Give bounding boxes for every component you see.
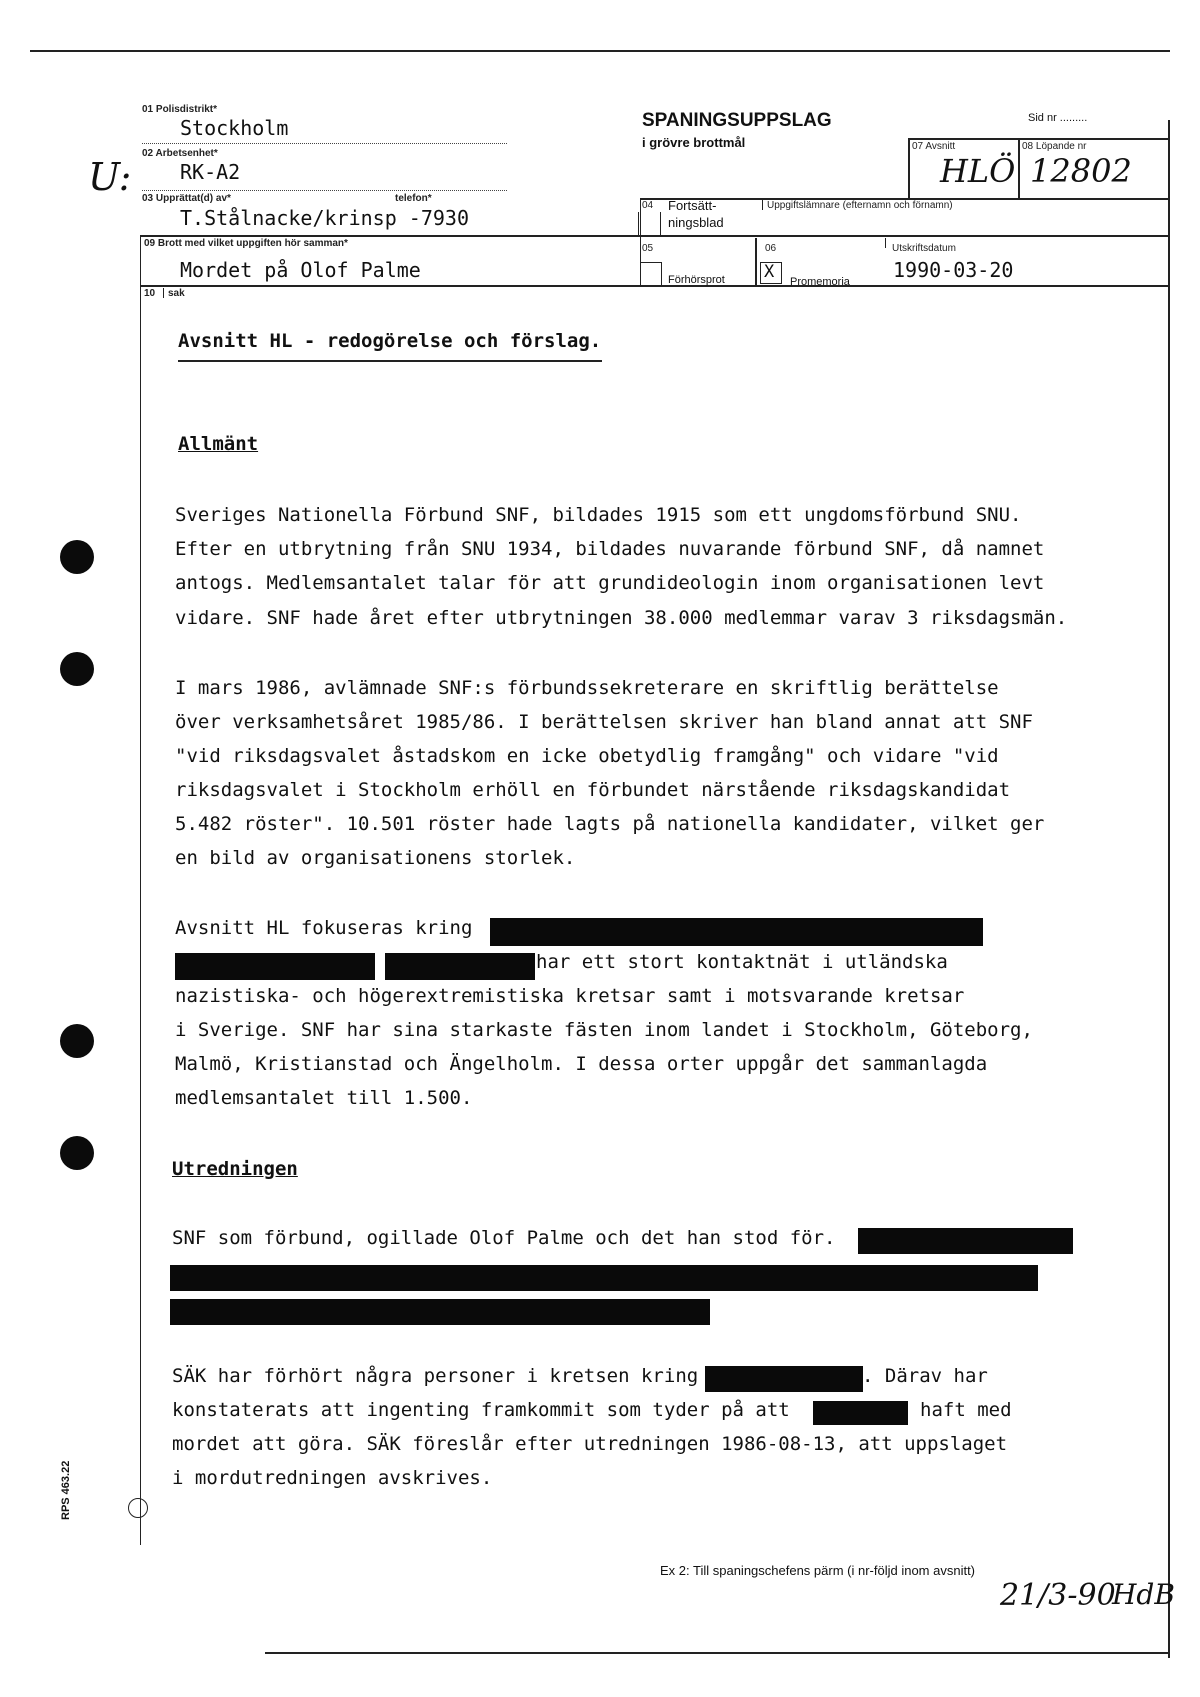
- field-03-rule: [140, 235, 1170, 237]
- uppgift-label: Uppgiftslämnare (efternamn och förnamn): [767, 200, 953, 211]
- field-04-num: 04: [642, 200, 654, 211]
- field-04-label-2: ningsblad: [668, 215, 724, 230]
- circle-mark: [128, 1498, 148, 1518]
- paragraph-3-line-5: Malmö, Kristianstad och Ängelholm. I dessa orter uppgår det sammanlagda: [175, 1053, 988, 1075]
- redaction-5: [170, 1265, 1038, 1291]
- field-08-label: 08 Löpande nr: [1022, 141, 1087, 152]
- form-title: SPANINGSUPPSLAG: [642, 110, 832, 131]
- footer-note: Ex 2: Till spaningschefens pärm (i nr-följd inom avsnitt): [660, 1563, 976, 1578]
- signature: HdB: [1112, 1578, 1175, 1611]
- redaction-6: [170, 1299, 710, 1325]
- paragraph-3-line-2-rest: har ett stort kontaktnät i utländska: [536, 951, 948, 973]
- paragraph-2-line-3: "vid riksdagsvalet åstadskom en icke obetydlig framgång" och vidare "vid: [175, 745, 999, 767]
- right-border: [1168, 120, 1170, 1658]
- field-05-num: 05: [642, 243, 654, 254]
- paragraph-5-line-4: i mordutredningen avskrives.: [172, 1467, 493, 1489]
- field-09-label: 09 Brott med vilket uppgiften hör samman*: [144, 238, 348, 249]
- box-07-left: [908, 138, 910, 198]
- uppgift-divider: [762, 198, 763, 210]
- punch-hole-4: [60, 1136, 94, 1170]
- punch-hole-1: [60, 540, 94, 574]
- document-title: Avsnitt HL - redogörelse och förslag.: [178, 330, 602, 352]
- field-04-label-1: Fortsätt-: [668, 198, 717, 213]
- redaction-8: [813, 1401, 908, 1425]
- heading-allmant: Allmänt: [178, 433, 259, 455]
- field-02-label: 02 Arbetsenhet*: [142, 148, 218, 159]
- redaction-7: [705, 1366, 863, 1392]
- document-title-underline: [178, 360, 602, 362]
- paragraph-4-start: SNF som förbund, ogillade Olof Palme och det han stod för.: [172, 1227, 836, 1249]
- side-code: RPS 463.22: [60, 1460, 72, 1520]
- box-07-top: [908, 138, 1170, 140]
- punch-hole-3: [60, 1024, 94, 1058]
- paragraph-2-line-5: 5.482 röster". 10.501 röster hade lagts på nationella kandidater, vilket ger: [175, 813, 1045, 835]
- paragraph-2-line-6: en bild av organisationens storlek.: [175, 847, 576, 869]
- paragraph-3-line-4: i Sverige. SNF har sina starkaste fästen inom landet i Stockholm, Göteborg,: [175, 1019, 1033, 1041]
- heading-utredningen: Utredningen: [172, 1158, 298, 1180]
- field-03-label: 03 Upprättat(d) av*: [142, 193, 231, 204]
- field-06-num: 06: [765, 243, 777, 254]
- paragraph-5-line-1b: . Därav har: [862, 1365, 988, 1387]
- field-01-label: 01 Polisdistrikt*: [142, 104, 218, 115]
- redaction-3: [385, 953, 535, 980]
- redaction-1: [490, 918, 983, 946]
- field-05-label: Förhörsprot: [668, 274, 725, 286]
- field-06-check: X: [764, 262, 775, 282]
- margin-mark: U:: [88, 155, 132, 199]
- paragraph-1-line-4: vidare. SNF hade året efter utbrytningen 38.000 medlemmar varav 3 riksdagsmän.: [175, 607, 1068, 629]
- paragraph-5-line-2a: konstaterats att ingenting framkommit som tyder på att: [172, 1399, 790, 1421]
- paragraph-3-line-3: nazistiska- och högerextremistiska kretsar samt i motsvarande kretsar: [175, 985, 965, 1007]
- paragraph-3-start: Avsnitt HL fokuseras kring: [175, 917, 473, 939]
- redaction-2: [175, 953, 375, 980]
- paragraph-1-line-3: antogs. Medlemsantalet talar för att grundideologin inom organisationen levt: [175, 572, 1045, 594]
- field-08-value: 12802: [1030, 152, 1132, 190]
- field-01-rule: [142, 143, 507, 144]
- field-04-checkbox[interactable]: [638, 212, 661, 235]
- sid-label: Sid nr .........: [1028, 112, 1088, 124]
- paragraph-5-line-1a: SÄK har förhört några personer i kretsen kring: [172, 1365, 699, 1387]
- field-10-divider: [163, 288, 164, 298]
- paragraph-3-line-6: medlemsantalet till 1.500.: [175, 1087, 473, 1109]
- handwritten-date: 21/3-90: [1000, 1578, 1116, 1613]
- field-07-label: 07 Avsnitt: [912, 141, 956, 152]
- field-09-value: Mordet på Olof Palme: [180, 258, 421, 282]
- field-01-value: Stockholm: [180, 116, 289, 140]
- box-07-divider: [1018, 138, 1020, 198]
- field-10-sak: sak: [168, 288, 185, 299]
- field-05-checkbox[interactable]: [640, 262, 662, 286]
- punch-hole-2: [60, 652, 94, 686]
- paragraph-2-line-2: över verksamhetsåret 1985/86. I berättelsen skriver han bland annat att SNF: [175, 711, 1033, 733]
- col-05-divider: [755, 238, 757, 286]
- form-subtitle: i grövre brottmål: [642, 135, 746, 150]
- field-02-value: RK-A2: [180, 160, 241, 184]
- bottom-border: [265, 1652, 1170, 1654]
- redaction-4: [858, 1228, 1073, 1254]
- paragraph-2-line-1: I mars 1986, avlämnade SNF:s förbundssekreterare en skriftlig berättelse: [175, 677, 999, 699]
- utskrift-label: Utskriftsdatum: [892, 243, 956, 254]
- utskrift-value: 1990-03-20: [893, 258, 1014, 282]
- paragraph-5-line-3: mordet att göra. SÄK föreslår efter utredningen 1986-08-13, att uppslaget: [172, 1433, 1008, 1455]
- paragraph-1-line-1: Sveriges Nationella Förbund SNF, bildades 1915 som ett ungdomsförbund SNU.: [175, 504, 1022, 526]
- col-06-divider: [885, 238, 886, 248]
- field-03-value: T.Stålnacke/krinsp -7930: [180, 206, 469, 230]
- left-border: [140, 235, 141, 1545]
- field-06-label: Promemoria: [790, 276, 850, 288]
- paragraph-5-line-2b: haft med: [920, 1399, 1012, 1421]
- paragraph-1-line-2: Efter en utbrytning från SNU 1934, bildades nuvarande förbund SNF, då namnet: [175, 538, 1045, 560]
- field-02-rule: [142, 190, 507, 191]
- top-border: [30, 50, 1170, 52]
- field-03-phone-label: telefon*: [395, 193, 432, 204]
- field-07-value: HLÖ: [940, 152, 1016, 190]
- field-10-label: 10: [144, 288, 156, 299]
- paragraph-2-line-4: riksdagsvalet i Stockholm erhöll en förbundet närstående riksdagskandidat: [175, 779, 1011, 801]
